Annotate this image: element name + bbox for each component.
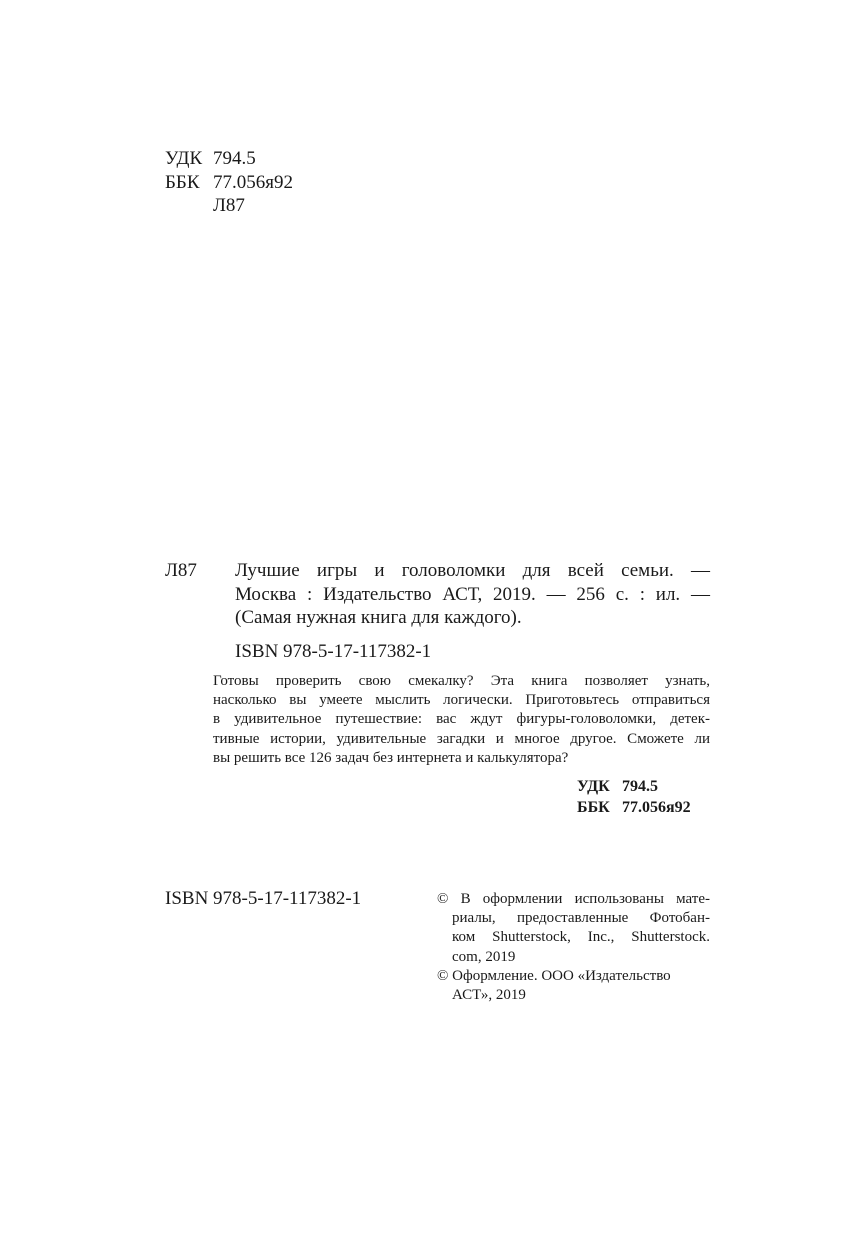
bbk-label: ББК: [165, 171, 200, 193]
copyright-notice: [437, 890, 710, 1005]
copyright-line: АСТ», 2019: [452, 987, 526, 1004]
copyright-line: риалы, предоставленные Фотобан-: [452, 910, 710, 927]
bibliographic-annotation: [165, 559, 710, 630]
annotation-author-mark: Л87: [165, 560, 197, 581]
annotation-body: [235, 559, 710, 630]
annotation-line: (Самая нужная книга для каждого).: [235, 607, 522, 628]
description-line: Готовы проверить свою смекалку? Эта книга позволяет узнать,: [213, 673, 710, 689]
description-line: насколько вы умеете мыслить логически. Приготовьтесь отправиться: [213, 692, 710, 709]
bold-udk-label: УДК: [577, 778, 610, 795]
copyright-line: ком Shutterstock, Inc., Shutterstock.: [452, 929, 710, 946]
bold-bbk-label: ББК: [577, 798, 610, 816]
description-line: вы решить все 126 задач без интернета и калькулятора?: [213, 749, 569, 766]
top-classification-codes: [165, 147, 293, 218]
bbk-value: 77.056я92: [213, 171, 293, 193]
bold-classification-codes: [577, 777, 691, 818]
bold-udk-row: [577, 777, 691, 798]
author-mark: Л87: [213, 195, 245, 216]
description-line: тивные истории, удивительные загадки и многое другое. Сможете ли: [213, 730, 710, 747]
copyright-line: © Оформление. ООО «Издательство: [437, 967, 671, 984]
description-line: в удивительное путешествие: вас ждут фигуры-головоломки, детек-: [213, 711, 710, 728]
bbk-row: [165, 171, 293, 195]
copyright-line: com, 2019: [452, 948, 516, 965]
udk-label: УДК: [165, 148, 203, 169]
annotation-isbn: ISBN 978-5-17-117382-1: [235, 641, 432, 662]
udk-row: [165, 147, 293, 171]
udk-value: 794.5: [213, 148, 256, 169]
bold-bbk-value: 77.056я92: [622, 798, 691, 816]
annotation-line: Москва : Издательство АСТ, 2019. — 256 с. : ил. —: [235, 583, 710, 605]
book-description: [213, 672, 710, 768]
bold-udk-value: 794.5: [622, 778, 658, 795]
annotation-line: Лучшие игры и головоломки для всей семьи. —: [235, 560, 710, 581]
copyright-line: © В оформлении использованы мате-: [437, 891, 710, 907]
bottom-isbn: ISBN 978-5-17-117382-1: [165, 888, 362, 909]
bold-bbk-row: [577, 798, 691, 819]
author-mark-row: [165, 194, 293, 218]
